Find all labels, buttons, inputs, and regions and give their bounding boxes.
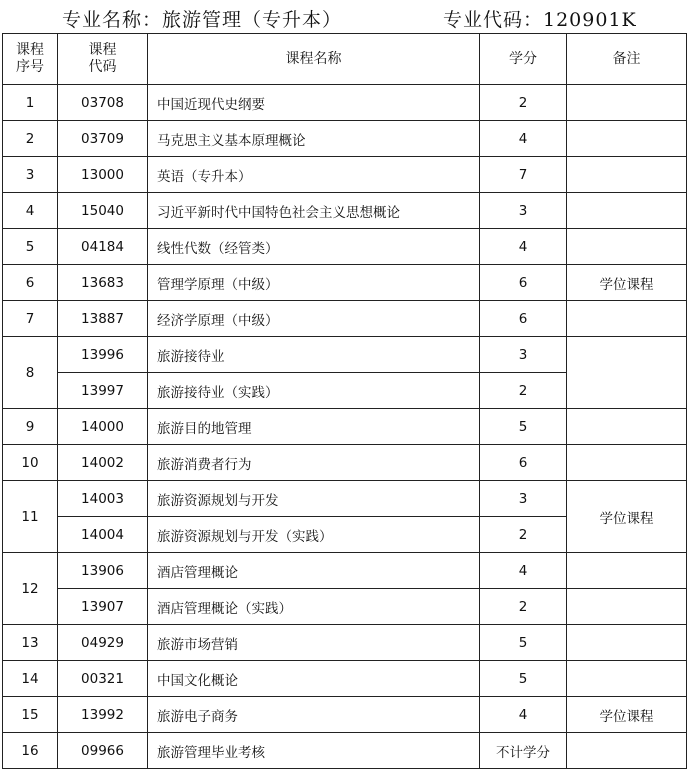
cell-name: 旅游资源规划与开发（实践）	[148, 517, 480, 553]
table-row	[3, 121, 687, 157]
cell-note: 学位课程	[567, 481, 687, 553]
header-note: 备注	[567, 34, 687, 85]
cell-credit: 2	[480, 589, 567, 625]
cell-code: 03708	[58, 85, 148, 121]
cell-code: 09966	[58, 733, 148, 769]
cell-credit: 5	[480, 661, 567, 697]
cell-seq: 8	[3, 337, 58, 409]
table-row	[3, 733, 687, 769]
cell-code: 15040	[58, 193, 148, 229]
table-row	[3, 265, 687, 301]
cell-credit: 4	[480, 229, 567, 265]
cell-credit: 不计学分	[480, 733, 567, 769]
cell-note: 学位课程	[567, 265, 687, 301]
cell-note	[567, 409, 687, 445]
cell-name: 中国文化概论	[148, 661, 480, 697]
cell-code: 14004	[58, 517, 148, 553]
cell-note	[567, 733, 687, 769]
table-row	[3, 625, 687, 661]
cell-name: 酒店管理概论	[148, 553, 480, 589]
cell-credit: 3	[480, 193, 567, 229]
cell-seq: 5	[3, 229, 58, 265]
cell-note: 学位课程	[567, 697, 687, 733]
cell-name: 马克思主义基本原理概论	[148, 121, 480, 157]
cell-seq: 16	[3, 733, 58, 769]
cell-name: 旅游电子商务	[148, 697, 480, 733]
cell-name: 旅游市场营销	[148, 625, 480, 661]
cell-credit: 3	[480, 337, 567, 373]
cell-code: 04184	[58, 229, 148, 265]
cell-name: 线性代数（经管类）	[148, 229, 480, 265]
cell-note	[567, 589, 687, 625]
cell-name: 英语（专升本）	[148, 157, 480, 193]
header-name: 课程名称	[148, 34, 480, 85]
cell-credit: 2	[480, 517, 567, 553]
cell-seq: 9	[3, 409, 58, 445]
cell-seq: 1	[3, 85, 58, 121]
table-row	[3, 337, 687, 373]
cell-credit: 2	[480, 85, 567, 121]
cell-code: 04929	[58, 625, 148, 661]
table-row	[3, 553, 687, 589]
cell-name: 旅游消费者行为	[148, 445, 480, 481]
cell-credit: 4	[480, 553, 567, 589]
cell-seq: 10	[3, 445, 58, 481]
course-table	[2, 33, 687, 769]
cell-credit: 6	[480, 301, 567, 337]
cell-credit: 2	[480, 373, 567, 409]
cell-seq: 13	[3, 625, 58, 661]
cell-code: 13996	[58, 337, 148, 373]
cell-code: 13997	[58, 373, 148, 409]
cell-note	[567, 121, 687, 157]
cell-seq: 12	[3, 553, 58, 625]
table-row	[3, 589, 687, 625]
cell-note	[567, 553, 687, 589]
cell-code: 13000	[58, 157, 148, 193]
table-row	[3, 157, 687, 193]
cell-note	[567, 445, 687, 481]
major-code: 专业代码：120901K	[443, 9, 637, 31]
cell-seq: 11	[3, 481, 58, 553]
cell-code: 13907	[58, 589, 148, 625]
cell-note	[567, 229, 687, 265]
table-row	[3, 193, 687, 229]
cell-credit: 7	[480, 157, 567, 193]
cell-note	[567, 301, 687, 337]
cell-code: 14000	[58, 409, 148, 445]
table-row	[3, 661, 687, 697]
cell-name: 习近平新时代中国特色社会主义思想概论	[148, 193, 480, 229]
cell-code: 13906	[58, 553, 148, 589]
cell-name: 酒店管理概论（实践）	[148, 589, 480, 625]
cell-name: 旅游接待业	[148, 337, 480, 373]
cell-seq: 2	[3, 121, 58, 157]
table-row	[3, 697, 687, 733]
header-seq-line2: 序号	[16, 59, 44, 75]
cell-note	[567, 157, 687, 193]
table-row	[3, 301, 687, 337]
header-credit: 学分	[480, 34, 567, 85]
cell-seq: 4	[3, 193, 58, 229]
header-code	[58, 34, 148, 85]
cell-name: 旅游目的地管理	[148, 409, 480, 445]
cell-credit: 3	[480, 481, 567, 517]
cell-credit: 5	[480, 625, 567, 661]
table-row	[3, 409, 687, 445]
major-name: 专业名称：旅游管理（专升本）	[62, 9, 343, 31]
cell-code: 13887	[58, 301, 148, 337]
cell-credit: 5	[480, 409, 567, 445]
page-heading	[0, 2, 689, 32]
cell-seq: 14	[3, 661, 58, 697]
cell-note	[567, 661, 687, 697]
cell-note	[567, 193, 687, 229]
cell-credit: 6	[480, 265, 567, 301]
cell-code: 14002	[58, 445, 148, 481]
cell-credit: 4	[480, 121, 567, 157]
cell-note	[567, 337, 687, 409]
cell-seq: 7	[3, 301, 58, 337]
cell-seq: 6	[3, 265, 58, 301]
cell-name: 旅游资源规划与开发	[148, 481, 480, 517]
table-row	[3, 481, 687, 517]
cell-code: 14003	[58, 481, 148, 517]
cell-credit: 6	[480, 445, 567, 481]
cell-name: 管理学原理（中级）	[148, 265, 480, 301]
cell-note	[567, 625, 687, 661]
table-header-row	[3, 34, 687, 85]
cell-name: 旅游接待业（实践）	[148, 373, 480, 409]
cell-seq: 3	[3, 157, 58, 193]
cell-code: 13683	[58, 265, 148, 301]
cell-seq: 15	[3, 697, 58, 733]
header-seq	[3, 34, 58, 85]
table-row	[3, 445, 687, 481]
header-code-line2: 代码	[88, 59, 117, 75]
header-seq-line1: 课程	[16, 42, 44, 58]
table-row	[3, 85, 687, 121]
cell-note	[567, 85, 687, 121]
table-row	[3, 229, 687, 265]
cell-name: 中国近现代史纲要	[148, 85, 480, 121]
cell-name: 旅游管理毕业考核	[148, 733, 480, 769]
cell-code: 03709	[58, 121, 148, 157]
header-code-line1: 课程	[88, 42, 117, 58]
cell-code: 13992	[58, 697, 148, 733]
cell-name: 经济学原理（中级）	[148, 301, 480, 337]
cell-code: 00321	[58, 661, 148, 697]
cell-credit: 4	[480, 697, 567, 733]
